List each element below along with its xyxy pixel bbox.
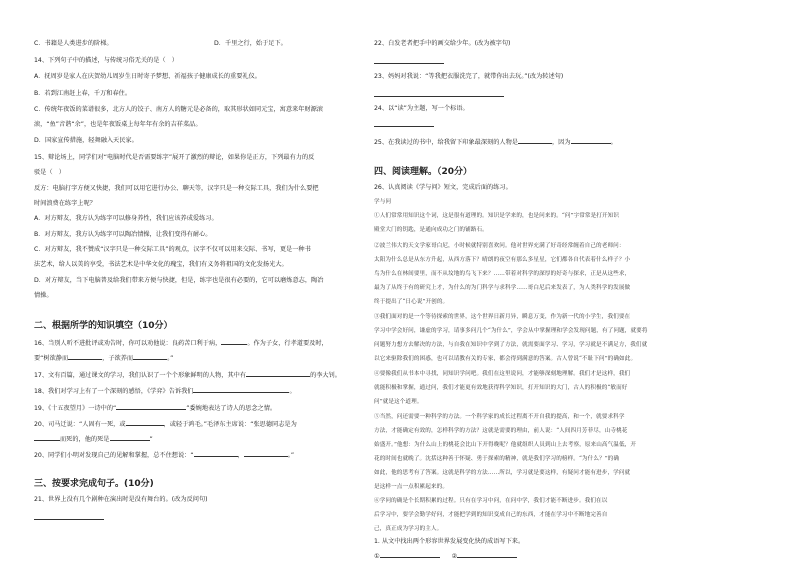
sub1-blank-2[interactable] <box>457 551 517 558</box>
passage-p3-l4: 以它来驱除我们的困惑，也可以请教有关的专家，都会得到满意的答案。古人曾说“不耻下问”的确如此。 <box>374 356 637 362</box>
passage-p3-l2: 学习中学会好问，谦虚的学习，请事多问几个“为什么”，学会从中掌握理和学会发现问题，有了问题，就要将 <box>374 328 648 334</box>
q14-stem: 14、下列句子中的描述，与传统习俗无关的是（ ） <box>34 57 178 64</box>
q25-line: 25、在我读过的书中，给我留下印象最深刻的人物是 ，因为 。 <box>374 139 617 146</box>
sub-question-1: 1. 从文中找出两个形容世界发展变化快的成语写下来。 <box>374 538 525 545</box>
sub-question-1-answers: ① ② <box>374 551 517 561</box>
q18-line: 18、我们对学习上有了一个深刻的感悟，《学弈》告诉我们 。 <box>34 388 296 395</box>
q22-answer-line <box>374 57 444 67</box>
q23-answer-blank[interactable] <box>374 90 504 97</box>
passage-p5-l5: 如此，他的思考有了答案。这就是科学的方法……所以，学习就是要这样，有疑问才能有进步，学问就 <box>374 470 631 476</box>
passage-p2-l1: ②波兰伟大的天文学家哥白尼，小时候就特别喜欢问。他对世界充满了好奇经常缠着自己的老师问： <box>374 243 625 249</box>
section-2-heading: 二、根据所学的知识填空（10分） <box>34 321 173 331</box>
q24-answer-line <box>374 120 434 130</box>
q22-answer-blank[interactable] <box>374 57 444 64</box>
q13-option-c: C．书籍是人类进步的阶梯。 <box>34 40 113 47</box>
q14-option-c-line2: 滚，“鱼”音谐“余”，也是年夜饭桌上每年年有余的吉祥菜品。 <box>34 121 202 128</box>
section-3-heading: 三、按要求完成句子。(10分) <box>34 479 154 489</box>
q18-blank[interactable] <box>193 386 289 393</box>
passage-p1-l2: 殿堂大门的钥匙，是通向成功之门的铺路石。 <box>374 227 488 233</box>
q22-stem: 22、白发老者把手中的画交给少年。(改为被字句) <box>374 40 511 47</box>
q23-answer-line <box>374 90 504 100</box>
section-4-heading: 四、阅读理解。（20分） <box>374 167 473 177</box>
q15-option-b: B．对方辩友，我方认为练字可以陶冶情操，让我们变得有耐心。 <box>34 231 212 238</box>
q15-stem-line3: 反方：电脑打字方便又快捷，我们可以用它进行办公、聊天等，汉字只是一种交际工具，我们为什么要把 <box>34 185 319 192</box>
q14-option-d: D．国家宣传措施，轻舞融入天民家。 <box>34 137 138 144</box>
passage-p5-l6: 是这样一点一点积累起来的。 <box>374 484 449 490</box>
q20b-blank-2[interactable] <box>244 450 288 457</box>
q21-stem: 21、世界上没有几个剧种在演出时是没有舞台的。(改为反问句) <box>34 496 208 503</box>
q17-blank[interactable] <box>246 370 310 377</box>
passage-p1-l1: ①人们常常用知识这个词，这是很有道理的。知识是学来的，也是问来的。“问”字常常是打开知识 <box>374 213 620 219</box>
q23-stem: 23、妈妈对我说：“等我把衣服洗完了，就带你出去玩。”(改为转述句) <box>374 73 564 80</box>
passage-p2-l4: 最为了从终于有的研究上才，为什么的为门科学与求科学……哥白尼后来发表了，为人类科学的发展做 <box>374 285 631 291</box>
q16-line1: 16、当别人听不进批评或劝告时，你可以劝他说：良药苦口利于病， 。作为子女，行孝道要及时， <box>34 340 328 347</box>
q15-option-c-line2: 法艺术，给人以美的享受，书法艺术是中华文化的瑰宝，我们有义务将祖国的文化发扬光大。 <box>34 261 288 268</box>
passage-p6-l2: 后学习中，要学会勤学好问，才能把学到的知识变成自己的东西，才能在学习中不断地完善自 <box>374 512 608 518</box>
q19-line: 19、《十五夜望月》一诗中的“ ”委婉地表达了诗人的思念之情。 <box>34 405 277 412</box>
q25-blank-2[interactable] <box>571 137 611 144</box>
q24-stem: 24、以“读”为主题，写一个标语。 <box>374 105 469 112</box>
q16-blank-1[interactable] <box>221 338 247 345</box>
q26-stem: 26、认真阅读《学与问》短文，完成后面的练习。 <box>374 184 512 191</box>
q15-stem-line4: 时间浪费在练字上呢？ <box>34 200 96 207</box>
q20-blank-2[interactable] <box>34 434 60 441</box>
q20-line2: 而死的，他的死是 ” <box>34 434 153 444</box>
q16-line2: 要“树欲静而 ，子欲养而 。” <box>34 355 174 362</box>
q21-answer-line <box>34 513 104 523</box>
passage-p2-l2: 太阳为什么总是从东方升起，从西方落下？晴朗的夜空有那么多星星，它们都各自代表着什么样子？小 <box>374 257 631 263</box>
q20b-blank-1[interactable] <box>194 450 238 457</box>
q15-option-d-line2: 情操。 <box>34 292 53 299</box>
q14-option-b: B．若到江南赶上春，千万和春住。 <box>34 90 132 97</box>
q20b-line: 20、同学们小明对发现自己的见解和掌握，总不住想说：“ ， 。” <box>34 452 295 459</box>
passage-p2-l5: 终于提出了“日心说”开创的。 <box>374 299 449 305</box>
passage-p6-l3: 己，真正成为学习的主人。 <box>374 526 443 532</box>
q20-blank-1[interactable] <box>126 419 164 426</box>
passage-p4-l2: 就能积极和掌握，通过问，我们才能更有效地获得科学知识，打开知识的大门，古人的积极的“敏而好 <box>374 385 628 391</box>
q17-line: 17、文有百篇，通过课文的学习，我们认识了一个个形象鲜明的人物，其中有 的李大钊。 <box>34 372 341 379</box>
q15-stem-line1: 15、辩论场上，同学们对“电脑时代是否需要练字”展开了激烈的辩论，如果你是正方，下列最有力的反 <box>34 154 315 161</box>
q15-option-a: A．对方辩友，我方认为练字可以修身养性，我们应该养成爱练习。 <box>34 215 218 222</box>
sub1-blank-1[interactable] <box>380 551 440 558</box>
passage-title: 学与问 <box>374 199 392 205</box>
q13-option-d: D．千里之行，始于足下。 <box>214 40 287 47</box>
q14-option-a: A．抚周岁是家人在庆贺幼儿周岁生日时寄予梦想、祈福孩子健康成长的重要礼仪。 <box>34 73 261 80</box>
q25-blank-1[interactable] <box>518 137 552 144</box>
passage-p4-l1: ④要像我们从书本中寻找，同知识学问吧。我们在这里说问，才能够深刻地理解。我们才是这样，我们 <box>374 371 631 377</box>
passage-p5-l3: 始盛开。”他想：为什么山上的桃花会比山下开得晚呢？他就组织人员到山上去考察，原来山高气温低，开 <box>374 442 637 448</box>
q15-stem-line2: 驳是（ ） <box>34 169 65 176</box>
passage-p3-l3: 问题努力想方去解决的方法，与自我在知识中学到了方法，就需要面学习、学习，学习就是不满足方，我们就 <box>374 342 648 348</box>
q16-blank-3[interactable] <box>133 353 167 360</box>
q15-option-d-line1: D．对方辩友，当下电脑普及给我们带来方便与快捷，但是，练字也是很有必要的，它可以磨炼意志，陶冶 <box>34 277 324 284</box>
passage-p4-l3: 问”就是这个道理。 <box>374 399 423 405</box>
passage-p5-l1: ⑤当然，问还需要一种科学的方法。一个科学家的成长过程离不开自我的提高，和一个，就要求科学 <box>374 414 625 420</box>
passage-p2-l3: 鸟为什么在林间要里，而不从坟地的鸟飞下来？……带着对科学的深厚的好奇与探求，正是从这些求， <box>374 271 631 277</box>
q19-blank[interactable] <box>116 403 186 410</box>
q20-line1: 20、司马迁说：“人固有一死，或 ，或轻于鸿毛。”毛泽东主席说：“张思德同志是为 <box>34 421 297 428</box>
q16-blank-2[interactable] <box>68 353 102 360</box>
q15-option-c-line1: C．对方辩友，我不赞成“汉字只是一种交际工具”的观点，汉字不仅可以用来交际、书写，更是一种书 <box>34 246 311 253</box>
q20-blank-3[interactable] <box>110 434 150 441</box>
passage-p5-l4: 花的时间也就晚了。沈括这种善于怀疑、勇于探索的精神，就是我们学习的榜样。“为什么？”的确 <box>374 456 620 462</box>
passage-p6-l1: ⑥学问的确是个长期积累的过程。只有在学习中问，在问中学，我们才能不断进步。我们在以 <box>374 498 608 504</box>
q14-option-c-line1: C．传统年夜饭的菜谱很多，北方人的饺子、南方人的糖元是必备的，取其形状如同元宝，寓意来年财源滚 <box>34 106 323 113</box>
q24-answer-blank[interactable] <box>374 120 434 127</box>
passage-p5-l2: 方法，才能确定有效的，怎样科学的方法？这就是需要的理由，前人说：“人间四月芳菲尽，山寺桃花 <box>374 428 628 434</box>
q21-answer-blank[interactable] <box>34 513 104 520</box>
passage-p3-l1: ③我们面对的是一个等待探索的世界，这个世界日新月异，瞬息万变，作为新一代的小学生，我们要在 <box>374 314 631 320</box>
